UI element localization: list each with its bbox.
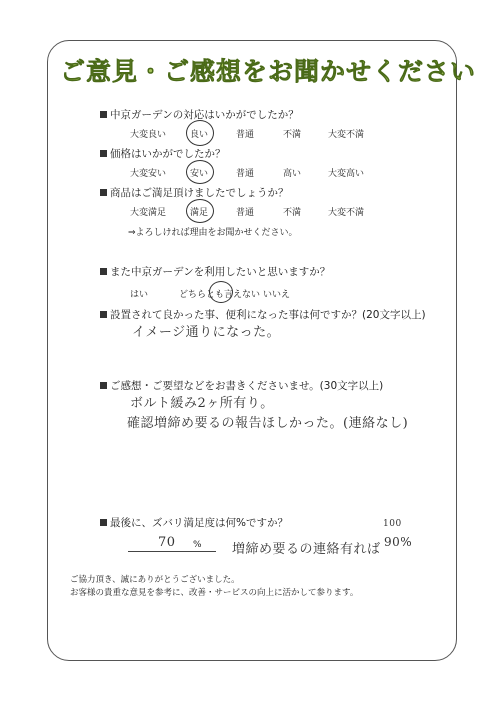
q2-option-1: 大変安い bbox=[130, 169, 167, 179]
q4-option-2: どちらとも言えない bbox=[179, 290, 261, 300]
q2-option-4: 高い bbox=[283, 169, 302, 179]
bullet-square-icon bbox=[100, 382, 107, 389]
question-2-text: 価格はいかがでしたか？ bbox=[110, 148, 226, 160]
bullet-square-icon bbox=[100, 268, 107, 275]
q3-option-2: 満足 bbox=[190, 208, 209, 218]
q2-selected-circle bbox=[186, 160, 214, 184]
q3-option-3: 普通 bbox=[236, 208, 255, 218]
bullet-square-icon bbox=[100, 111, 107, 118]
q1-option-4: 不満 bbox=[283, 130, 302, 140]
q6-handwritten-line-2: 確認増締め要るの報告ほしかった。(連絡なし) bbox=[127, 416, 409, 431]
q1-option-1: 大変良い bbox=[130, 130, 167, 140]
question-6 bbox=[100, 378, 383, 393]
page-title: ご意見・ご感想をお聞かせください bbox=[60, 57, 477, 86]
q7-above-note: 100 bbox=[383, 519, 402, 529]
question-5 bbox=[100, 307, 426, 322]
q4-selected-circle bbox=[209, 281, 233, 303]
bullet-square-icon bbox=[100, 311, 107, 318]
q7-percent-unit: % bbox=[193, 540, 202, 550]
question-4-text: また中京ガーデンを利用したいと思いますか？ bbox=[110, 266, 331, 278]
bullet-square-icon bbox=[100, 150, 107, 157]
bullet-square-icon bbox=[100, 519, 107, 526]
question-5-text: 設置されて良かった事、便利になった事は何ですか？(20文字以上) bbox=[110, 309, 426, 321]
q6-handwritten-line-1: ボルト緩み2ヶ所有り。 bbox=[130, 396, 274, 411]
q5-handwritten-answer: イメージ通りになった。 bbox=[132, 325, 281, 340]
q3-reason-note: ⇒よろしければ理由をお聞かせください。 bbox=[128, 228, 298, 238]
footer-thanks: ご協力頂き、誠にありがとうございました。 bbox=[70, 575, 240, 585]
q4-option-1: はい bbox=[130, 290, 149, 300]
q4-option-3: いいえ bbox=[263, 290, 291, 300]
q1-option-5: 大変不満 bbox=[328, 130, 365, 140]
bullet-square-icon bbox=[100, 189, 107, 196]
question-3 bbox=[100, 185, 289, 200]
q1-option-2: 良い bbox=[190, 130, 209, 140]
q7-score: 70 bbox=[158, 535, 176, 550]
question-1-text: 中京ガーデンの対応はいかがでしたか？ bbox=[110, 109, 299, 121]
q1-option-3: 普通 bbox=[236, 130, 255, 140]
question-7-text: 最後に、ズバリ満足度は何%ですか？ bbox=[110, 517, 288, 529]
question-2 bbox=[100, 146, 226, 161]
q3-option-1: 大変満足 bbox=[130, 208, 167, 218]
question-3-text: 商品はご満足頂けましたでしょうか？ bbox=[110, 187, 289, 199]
q3-option-4: 不満 bbox=[283, 208, 302, 218]
q3-option-5: 大変不満 bbox=[328, 208, 365, 218]
q2-option-3: 普通 bbox=[236, 169, 255, 179]
q2-option-2: 安い bbox=[190, 169, 209, 179]
question-7 bbox=[100, 515, 288, 530]
q7-score-underline bbox=[128, 551, 216, 552]
question-4 bbox=[100, 264, 330, 279]
q2-option-5: 大変高い bbox=[328, 169, 365, 179]
q1-selected-circle bbox=[186, 120, 214, 146]
question-6-text: ご感想・ご要望などをお書きくださいませ。(30文字以上) bbox=[110, 380, 384, 392]
footer-improvement-note: お客様の貴重な意見を参考に、改善・サービスの向上に活かして参ります。 bbox=[70, 588, 359, 598]
q7-handwritten-comment: 増締め要るの連絡有れば bbox=[232, 542, 381, 557]
q3-selected-circle bbox=[186, 199, 214, 223]
q7-alt-score: 90% bbox=[384, 535, 413, 549]
